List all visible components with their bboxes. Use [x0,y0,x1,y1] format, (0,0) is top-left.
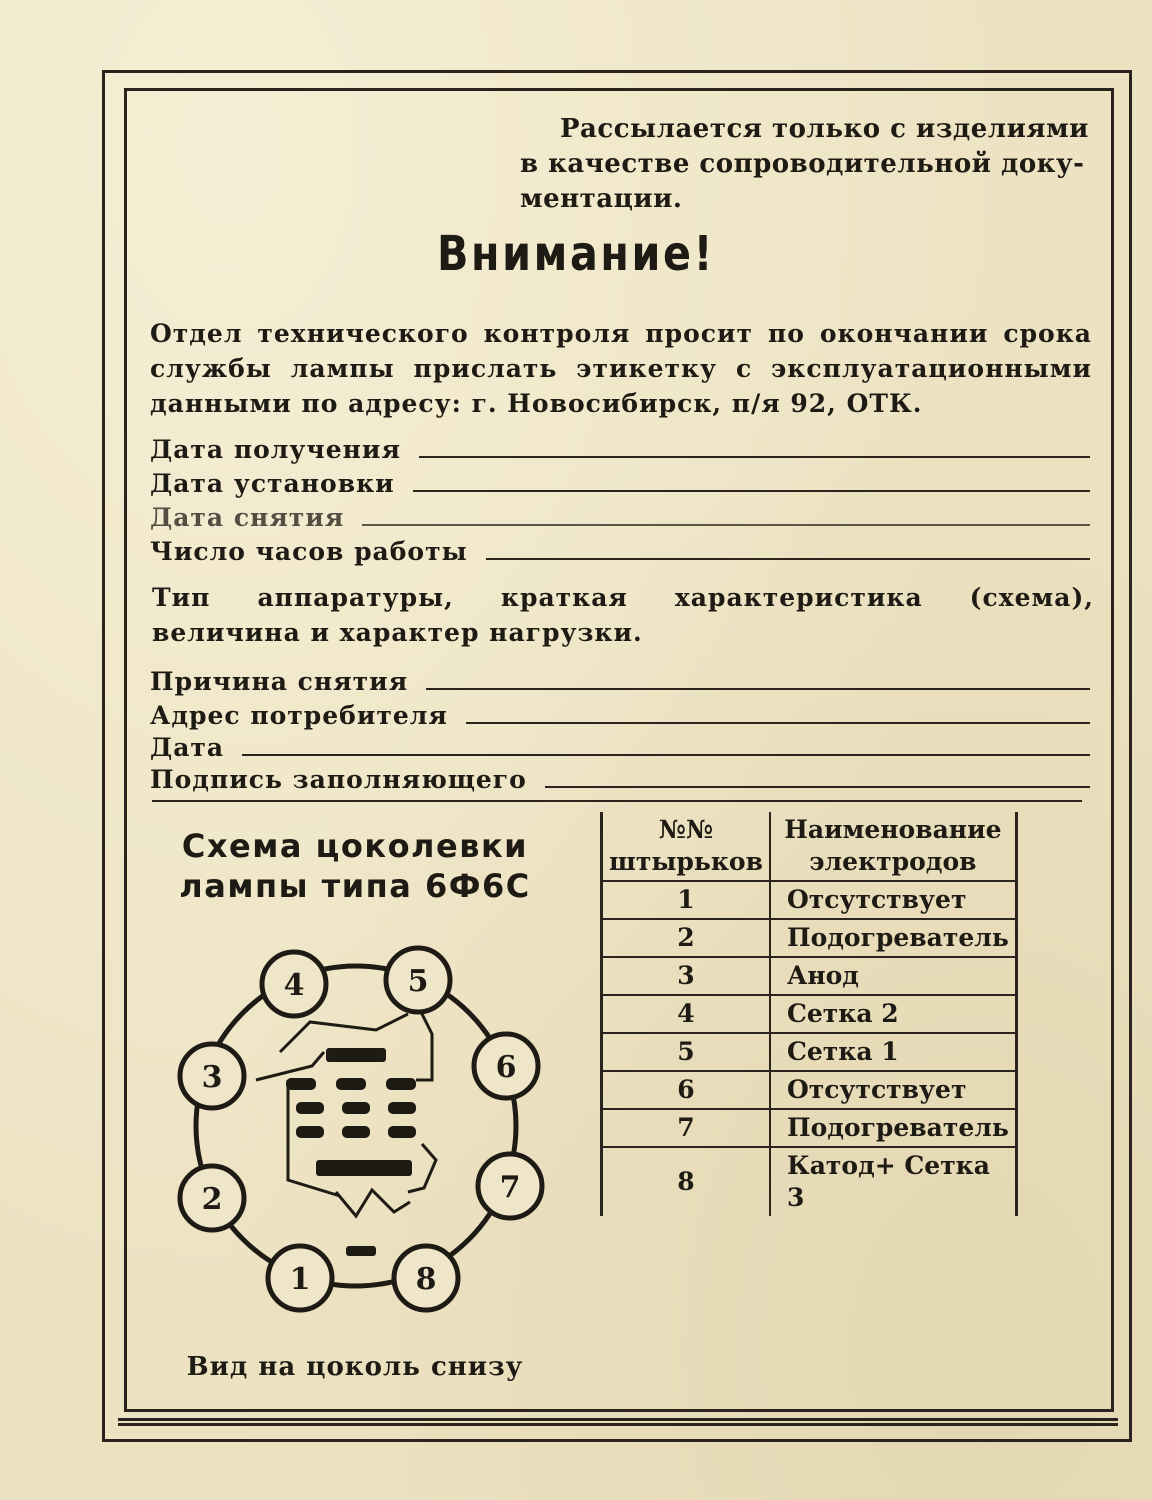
pin-number: 2 [602,919,770,957]
fill-line [486,557,1090,560]
bottom-view-caption: Вид на цоколь снизу [186,1352,524,1382]
electrode-name: Сетка 2 [770,995,1016,1033]
request-paragraph: Отдел технического контроля просит по окончании срока службы лампы прислать этикетку с эксплуатационными данными по адресу: г. Новосибирск, п/я 92, ОТК. [150,319,1092,418]
pin-8-label: 8 [415,1262,437,1297]
field-label: Подпись заполняющего [150,765,527,794]
field-install-date [150,466,1090,498]
electrode-name: Анод [770,957,1016,995]
pinout-diagram [160,930,560,1330]
section-divider [152,800,1082,802]
electrode-name: Подогреватель [770,1109,1016,1147]
bottom-double-rule [118,1418,1118,1426]
fill-line [242,753,1090,756]
electrode-name: Сетка 1 [770,1033,1016,1071]
pin-number: 5 [602,1033,770,1071]
pin-2-label: 2 [201,1182,223,1217]
field-receipt-date [150,432,1090,464]
pin-6-label: 6 [495,1050,517,1085]
field-hours [150,534,1090,566]
field-label: Число часов работы [150,537,468,566]
header-electrode-name: Наименование электродов [770,812,1016,881]
header-pin-number: №№ штырьков [602,812,770,881]
field-label: Адрес потребителя [150,701,448,730]
field-label: Дата [150,733,225,762]
table-row [602,1147,1017,1216]
pin-4-label: 4 [283,968,305,1003]
table-row [602,881,1017,919]
pinout-table [600,812,1018,1216]
field-label: Дата получения [150,435,401,464]
tube-internals-icon [286,1048,416,1256]
fill-line [362,523,1090,526]
fill-line [426,687,1090,690]
pin-7-label: 7 [499,1170,521,1205]
pin-number: 6 [602,1071,770,1109]
attention-heading: Внимание! [437,226,715,282]
pin-number: 3 [602,957,770,995]
notice-line-3: ментации. [520,184,683,214]
pin-number: 1 [602,881,770,919]
electrode-name: Отсутствует [770,881,1016,919]
fill-line [545,785,1090,788]
field-label: Причина снятия [150,667,409,696]
field-consumer-address [150,698,1090,730]
mailing-notice [520,112,1090,217]
electrode-name: Катод+ Сетка 3 [770,1147,1016,1216]
pinout-title [150,826,560,906]
notice-line-2: в качестве сопроводительной доку- [520,149,1085,179]
table-row [602,1109,1017,1147]
pin-5-label: 5 [407,964,429,999]
pin-number: 8 [602,1147,770,1216]
electrode-name: Подогреватель [770,919,1016,957]
field-label: Дата установки [150,469,395,498]
table-row [602,1033,1017,1071]
pinout-title-line-1: Схема цоколевки [181,827,529,865]
table-row [602,1071,1017,1109]
table-row [602,957,1017,995]
table-row [602,995,1017,1033]
pin-3-label: 3 [201,1060,223,1095]
field-label: Дата снятия [150,503,345,532]
pin-1-label: 1 [289,1262,311,1297]
electrode-name: Отсутствует [770,1071,1016,1109]
fill-line [413,489,1090,492]
fill-line [466,721,1090,724]
pinout-title-line-2: лампы типа 6Ф6С [179,867,531,905]
table-row [602,919,1017,957]
pin-number: 4 [602,995,770,1033]
field-removal-reason [150,664,1090,696]
field-signature [150,762,1090,794]
pin-number: 7 [602,1109,770,1147]
field-removal-date [150,500,1090,532]
apparatus-description: Тип аппаратуры, краткая характеристика (схема), величина и характер нагрузки. [152,583,1094,647]
notice-line-1: Рассылается только с изделиями [560,114,1089,144]
field-date [150,730,1090,762]
fill-line [419,455,1090,458]
table-header-row [602,812,1017,881]
